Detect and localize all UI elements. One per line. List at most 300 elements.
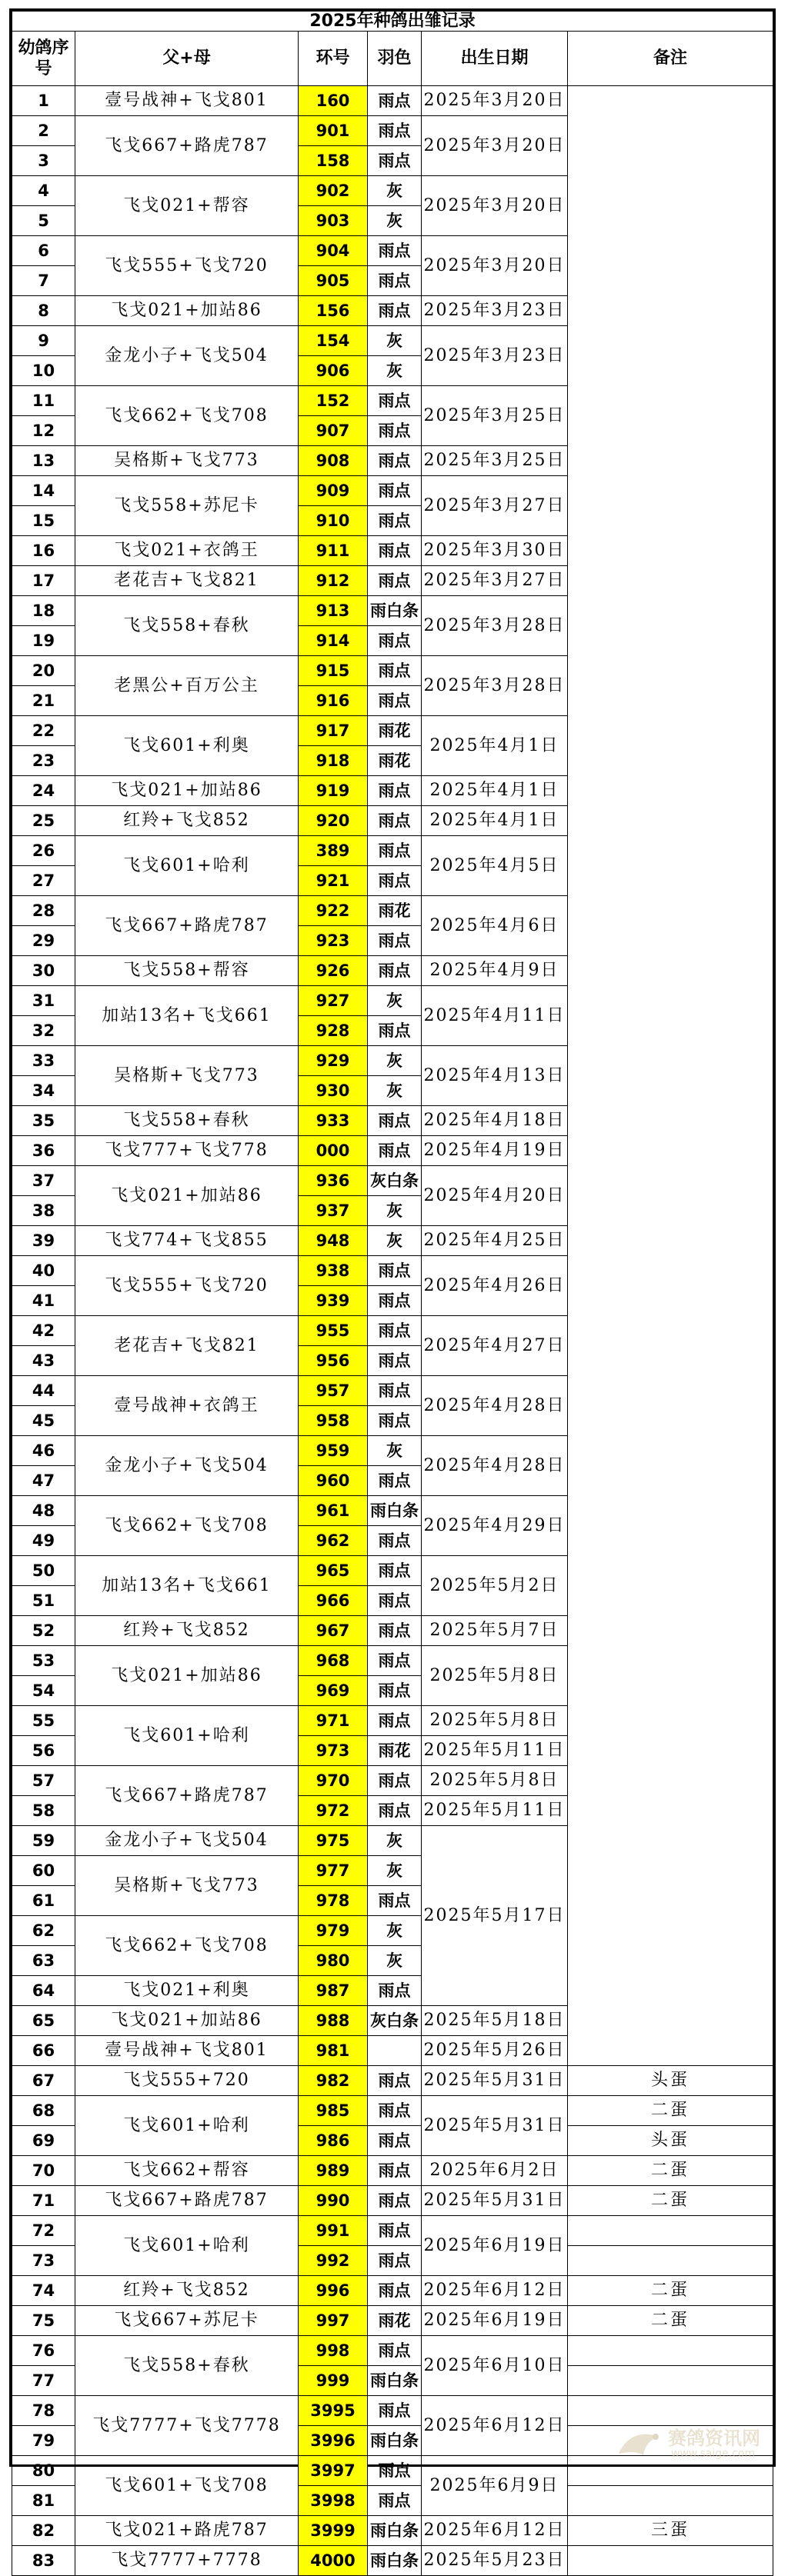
- ring-number-cell: 973: [299, 1736, 368, 1766]
- ring-number-cell: 160: [299, 86, 368, 116]
- feather-color-cell: 雨点: [368, 686, 422, 716]
- seq-cell: 71: [12, 2186, 75, 2216]
- birth-date-cell: 2025年4月1日: [422, 806, 568, 836]
- birth-date-cell: 2025年6月19日: [422, 2216, 568, 2276]
- ring-number-cell: 962: [299, 1526, 368, 1556]
- feather-color-cell: 灰白条: [368, 1166, 422, 1196]
- breeding-record-table: [12, 11, 773, 2576]
- parents-cell: 飞戈558+苏尼卡: [75, 476, 299, 536]
- birth-date-cell: 2025年3月20日: [422, 86, 568, 116]
- table-row: [12, 2216, 773, 2246]
- note-cell: 头蛋: [568, 2066, 773, 2096]
- parents-cell: 红羚+飞戈852: [75, 806, 299, 836]
- seq-cell: 38: [12, 1196, 75, 1226]
- ring-number-cell: 969: [299, 1676, 368, 1706]
- parents-cell: 飞戈021+衣鸽王: [75, 536, 299, 566]
- feather-color-cell: 雨点: [368, 1976, 422, 2006]
- ring-number-cell: 915: [299, 656, 368, 686]
- seq-cell: 76: [12, 2336, 75, 2366]
- ring-number-cell: 914: [299, 626, 368, 656]
- table-row: [12, 2396, 773, 2426]
- parents-cell: 飞戈777+飞戈778: [75, 1136, 299, 1166]
- note-cell: [568, 2396, 773, 2426]
- ring-number-cell: 927: [299, 986, 368, 1016]
- seq-cell: 4: [12, 176, 75, 206]
- ring-number-cell: 979: [299, 1916, 368, 1946]
- ring-number-cell: 903: [299, 206, 368, 236]
- ring-number-cell: 982: [299, 2066, 368, 2096]
- ring-number-cell: 972: [299, 1796, 368, 1826]
- birth-date-cell: 2025年6月9日: [422, 2456, 568, 2516]
- seq-cell: 78: [12, 2396, 75, 2426]
- birth-date-cell: 2025年5月17日: [422, 1826, 568, 2006]
- birth-date-cell: 2025年4月1日: [422, 776, 568, 806]
- feather-color-cell: 雨花: [368, 746, 422, 776]
- seq-cell: 50: [12, 1556, 75, 1586]
- note-cell: 二蛋: [568, 2096, 773, 2126]
- birth-date-cell: 2025年4月27日: [422, 1316, 568, 1376]
- parents-cell: 飞戈021+加站86: [75, 1166, 299, 1226]
- seq-cell: 10: [12, 356, 75, 386]
- feather-color-cell: 灰: [368, 1826, 422, 1856]
- ring-number-cell: 948: [299, 1226, 368, 1256]
- ring-number-cell: 930: [299, 1076, 368, 1106]
- note-cell: 二蛋: [568, 2186, 773, 2216]
- birth-date-cell: 2025年3月30日: [422, 536, 568, 566]
- feather-color-cell: 灰: [368, 326, 422, 356]
- birth-date-cell: 2025年5月31日: [422, 2066, 568, 2096]
- ring-number-cell: 970: [299, 1766, 368, 1796]
- seq-cell: 3: [12, 146, 75, 176]
- ring-number-cell: 975: [299, 1826, 368, 1856]
- ring-number-cell: 152: [299, 386, 368, 416]
- ring-number-cell: 977: [299, 1856, 368, 1886]
- feather-color-cell: 雨点: [368, 146, 422, 176]
- ring-number-cell: 920: [299, 806, 368, 836]
- feather-color-cell: 雨点: [368, 536, 422, 566]
- ring-number-cell: 926: [299, 956, 368, 986]
- seq-cell: 20: [12, 656, 75, 686]
- ring-number-cell: 913: [299, 596, 368, 626]
- seq-cell: 77: [12, 2366, 75, 2396]
- seq-cell: 30: [12, 956, 75, 986]
- parents-cell: 飞戈662+飞戈708: [75, 1916, 299, 1976]
- ring-number-cell: 938: [299, 1256, 368, 1286]
- seq-cell: 70: [12, 2156, 75, 2186]
- ring-number-cell: 992: [299, 2246, 368, 2276]
- ring-number-cell: 990: [299, 2186, 368, 2216]
- parents-cell: 飞戈662+飞戈708: [75, 1496, 299, 1556]
- seq-cell: 62: [12, 1916, 75, 1946]
- ring-number-cell: 936: [299, 1166, 368, 1196]
- birth-date-cell: 2025年3月28日: [422, 656, 568, 716]
- seq-cell: 27: [12, 866, 75, 896]
- birth-date-cell: 2025年5月18日: [422, 2006, 568, 2036]
- feather-color-cell: 雨点: [368, 2456, 422, 2486]
- birth-date-cell: 2025年3月25日: [422, 386, 568, 446]
- parents-cell: 飞戈667+路虎787: [75, 896, 299, 956]
- feather-color-cell: 雨点: [368, 1646, 422, 1676]
- birth-date-cell: 2025年4月26日: [422, 1256, 568, 1316]
- ring-number-cell: 996: [299, 2276, 368, 2306]
- feather-color-cell: 雨点: [368, 1706, 422, 1736]
- watermark-url: www.saige.com: [671, 2448, 756, 2460]
- feather-color-cell: 雨点: [368, 1616, 422, 1646]
- seq-cell: 45: [12, 1406, 75, 1436]
- seq-cell: 60: [12, 1856, 75, 1886]
- birth-date-cell: 2025年4月13日: [422, 1046, 568, 1106]
- feather-color-cell: 灰: [368, 1436, 422, 1466]
- seq-cell: 25: [12, 806, 75, 836]
- ring-number-cell: 967: [299, 1616, 368, 1646]
- birth-date-cell: 2025年6月12日: [422, 2396, 568, 2456]
- seq-cell: 6: [12, 236, 75, 266]
- parents-cell: 飞戈662+帮容: [75, 2156, 299, 2186]
- birth-date-cell: 2025年4月18日: [422, 1106, 568, 1136]
- seq-cell: 11: [12, 386, 75, 416]
- feather-color-cell: 灰: [368, 206, 422, 236]
- feather-color-cell: 灰: [368, 1946, 422, 1976]
- seq-cell: 12: [12, 416, 75, 446]
- table-body: [12, 86, 773, 2576]
- table-row: [12, 2096, 773, 2126]
- header-seq: 幼鸽序号: [12, 32, 75, 86]
- birth-date-cell: 2025年4月19日: [422, 1136, 568, 1166]
- birth-date-cell: 2025年5月11日: [422, 1736, 568, 1766]
- seq-cell: 44: [12, 1376, 75, 1406]
- feather-color-cell: 灰: [368, 1226, 422, 1256]
- feather-color-cell: 雨点: [368, 446, 422, 476]
- seq-cell: 49: [12, 1526, 75, 1556]
- ring-number-cell: 905: [299, 266, 368, 296]
- feather-color-cell: 灰: [368, 1046, 422, 1076]
- seq-cell: 46: [12, 1436, 75, 1466]
- table-row: [12, 2516, 773, 2546]
- feather-color-cell: 灰: [368, 1856, 422, 1886]
- feather-color-cell: 雨点: [368, 1466, 422, 1496]
- seq-cell: 13: [12, 446, 75, 476]
- ring-number-cell: 907: [299, 416, 368, 446]
- parents-cell: 飞戈021+加站86: [75, 2006, 299, 2036]
- feather-color-cell: 雨点: [368, 116, 422, 146]
- seq-cell: 40: [12, 1256, 75, 1286]
- table-row: [12, 86, 773, 116]
- birth-date-cell: 2025年4月1日: [422, 716, 568, 776]
- birth-date-cell: 2025年3月20日: [422, 176, 568, 236]
- birth-date-cell: 2025年5月8日: [422, 1766, 568, 1796]
- birth-date-cell: 2025年4月28日: [422, 1376, 568, 1436]
- seq-cell: 16: [12, 536, 75, 566]
- parents-cell: 飞戈601+飞戈708: [75, 2456, 299, 2516]
- feather-color-cell: 雨点: [368, 2396, 422, 2426]
- ring-number-cell: 929: [299, 1046, 368, 1076]
- birth-date-cell: 2025年5月2日: [422, 1556, 568, 1616]
- seq-cell: 51: [12, 1586, 75, 1616]
- ring-number-cell: 923: [299, 926, 368, 956]
- feather-color-cell: 雨点: [368, 1526, 422, 1556]
- header-parents: 父+母: [75, 32, 299, 86]
- parents-cell: 壹号战神+飞戈801: [75, 2036, 299, 2066]
- note-cell: [568, 2456, 773, 2486]
- seq-cell: 43: [12, 1346, 75, 1376]
- feather-color-cell: 灰: [368, 986, 422, 1016]
- seq-cell: 21: [12, 686, 75, 716]
- seq-cell: 48: [12, 1496, 75, 1526]
- birth-date-cell: 2025年5月23日: [422, 2546, 568, 2576]
- seq-cell: 2: [12, 116, 75, 146]
- ring-number-cell: 904: [299, 236, 368, 266]
- parents-cell: 飞戈601+哈利: [75, 836, 299, 896]
- seq-cell: 32: [12, 1016, 75, 1046]
- table-title: 2025年种鸽出雏记录: [12, 12, 773, 32]
- ring-number-cell: 959: [299, 1436, 368, 1466]
- birth-date-cell: 2025年4月5日: [422, 836, 568, 896]
- feather-color-cell: 雨花: [368, 716, 422, 746]
- birth-date-cell: 2025年5月31日: [422, 2186, 568, 2216]
- ring-number-cell: 989: [299, 2156, 368, 2186]
- seq-cell: 57: [12, 1766, 75, 1796]
- note-cell: [568, 2486, 773, 2516]
- birth-date-cell: 2025年6月19日: [422, 2306, 568, 2336]
- seq-cell: 15: [12, 506, 75, 536]
- parents-cell: 飞戈662+飞戈708: [75, 386, 299, 446]
- feather-color-cell: 灰: [368, 1076, 422, 1106]
- note-cell: 二蛋: [568, 2276, 773, 2306]
- seq-cell: 37: [12, 1166, 75, 1196]
- feather-color-cell: 雨点: [368, 956, 422, 986]
- feather-color-cell: 雨点: [368, 656, 422, 686]
- feather-color-cell: 雨点: [368, 2336, 422, 2366]
- ring-number-cell: 966: [299, 1586, 368, 1616]
- ring-number-cell: 389: [299, 836, 368, 866]
- ring-number-cell: 971: [299, 1706, 368, 1736]
- seq-cell: 5: [12, 206, 75, 236]
- seq-cell: 39: [12, 1226, 75, 1256]
- seq-cell: 79: [12, 2426, 75, 2456]
- parents-cell: 飞戈774+飞戈855: [75, 1226, 299, 1256]
- seq-cell: 41: [12, 1286, 75, 1316]
- birth-date-cell: 2025年4月6日: [422, 896, 568, 956]
- parents-cell: 飞戈558+春秋: [75, 1106, 299, 1136]
- seq-cell: 63: [12, 1946, 75, 1976]
- feather-color-cell: 雨白条: [368, 1496, 422, 1526]
- ring-number-cell: 910: [299, 506, 368, 536]
- ring-number-cell: 156: [299, 296, 368, 326]
- ring-number-cell: 985: [299, 2096, 368, 2126]
- feather-color-cell: 雨点: [368, 416, 422, 446]
- birth-date-cell: 2025年5月7日: [422, 1616, 568, 1646]
- ring-number-cell: 3995: [299, 2396, 368, 2426]
- note-cell: [568, 2366, 773, 2396]
- parents-cell: 老花吉+飞戈821: [75, 566, 299, 596]
- parents-cell: 飞戈021+路虎787: [75, 2516, 299, 2546]
- ring-number-cell: 3996: [299, 2426, 368, 2456]
- ring-number-cell: 956: [299, 1346, 368, 1376]
- parents-cell: 飞戈7777+7778: [75, 2546, 299, 2576]
- feather-color-cell: 灰: [368, 176, 422, 206]
- seq-cell: 34: [12, 1076, 75, 1106]
- parents-cell: 飞戈558+春秋: [75, 2336, 299, 2396]
- feather-color-cell: 灰: [368, 1916, 422, 1946]
- parents-cell: 壹号战神+飞戈801: [75, 86, 299, 116]
- seq-cell: 42: [12, 1316, 75, 1346]
- ring-number-cell: 918: [299, 746, 368, 776]
- seq-cell: 82: [12, 2516, 75, 2546]
- parents-cell: 飞戈601+利奥: [75, 716, 299, 776]
- ring-number-cell: 000: [299, 1136, 368, 1166]
- feather-color-cell: 雨点: [368, 1676, 422, 1706]
- feather-color-cell: 雨点: [368, 1016, 422, 1046]
- seq-cell: 9: [12, 326, 75, 356]
- feather-color-cell: [368, 2036, 422, 2066]
- feather-color-cell: 雨点: [368, 626, 422, 656]
- ring-number-cell: 933: [299, 1106, 368, 1136]
- seq-cell: 69: [12, 2126, 75, 2156]
- breeding-record-sheet: [9, 8, 776, 2570]
- parents-cell: 飞戈7777+飞戈7778: [75, 2396, 299, 2456]
- seq-cell: 61: [12, 1886, 75, 1916]
- feather-color-cell: 雨点: [368, 506, 422, 536]
- ring-number-cell: 978: [299, 1886, 368, 1916]
- feather-color-cell: 雨点: [368, 2186, 422, 2216]
- feather-color-cell: 雨白条: [368, 2366, 422, 2396]
- parents-cell: 飞戈667+苏尼卡: [75, 2306, 299, 2336]
- feather-color-cell: 雨点: [368, 1316, 422, 1346]
- table-row: [12, 2186, 773, 2216]
- parents-cell: 飞戈021+利奥: [75, 1976, 299, 2006]
- table-row: [12, 2546, 773, 2576]
- ring-number-cell: 906: [299, 356, 368, 386]
- ring-number-cell: 158: [299, 146, 368, 176]
- seq-cell: 23: [12, 746, 75, 776]
- watermark-name: 赛鸽资讯网: [668, 2428, 760, 2449]
- seq-cell: 59: [12, 1826, 75, 1856]
- birth-date-cell: 2025年4月11日: [422, 986, 568, 1046]
- birth-date-cell: 2025年5月26日: [422, 2036, 568, 2066]
- seq-cell: 81: [12, 2486, 75, 2516]
- feather-color-cell: 雨点: [368, 2216, 422, 2246]
- seq-cell: 64: [12, 1976, 75, 2006]
- parents-cell: 飞戈601+哈利: [75, 2216, 299, 2276]
- feather-color-cell: 雨点: [368, 266, 422, 296]
- table-row: [12, 2336, 773, 2366]
- birth-date-cell: 2025年4月9日: [422, 956, 568, 986]
- seq-cell: 14: [12, 476, 75, 506]
- feather-color-cell: 雨点: [368, 476, 422, 506]
- ring-number-cell: 917: [299, 716, 368, 746]
- ring-number-cell: 999: [299, 2366, 368, 2396]
- seq-cell: 68: [12, 2096, 75, 2126]
- ring-number-cell: 908: [299, 446, 368, 476]
- feather-color-cell: 雨点: [368, 1406, 422, 1436]
- ring-number-cell: 980: [299, 1946, 368, 1976]
- parents-cell: 飞戈555+720: [75, 2066, 299, 2096]
- seq-cell: 55: [12, 1706, 75, 1736]
- birth-date-cell: 2025年3月28日: [422, 596, 568, 656]
- note-cell: [568, 2546, 773, 2576]
- seq-cell: 75: [12, 2306, 75, 2336]
- ring-number-cell: 960: [299, 1466, 368, 1496]
- ring-number-cell: 921: [299, 866, 368, 896]
- ring-number-cell: 968: [299, 1646, 368, 1676]
- seq-cell: 29: [12, 926, 75, 956]
- feather-color-cell: 雨点: [368, 2276, 422, 2306]
- ring-number-cell: 987: [299, 1976, 368, 2006]
- seq-cell: 80: [12, 2456, 75, 2486]
- header-ring: 环号: [299, 32, 368, 86]
- feather-color-cell: 雨花: [368, 2306, 422, 2336]
- ring-number-cell: 912: [299, 566, 368, 596]
- parents-cell: 金龙小子+飞戈504: [75, 326, 299, 386]
- ring-number-cell: 988: [299, 2006, 368, 2036]
- birth-date-cell: 2025年4月28日: [422, 1436, 568, 1496]
- note-cell: [568, 2246, 773, 2276]
- note-cell: [568, 2216, 773, 2246]
- ring-number-cell: 3999: [299, 2516, 368, 2546]
- birth-date-cell: 2025年3月27日: [422, 476, 568, 536]
- feather-color-cell: 雨点: [368, 2156, 422, 2186]
- seq-cell: 28: [12, 896, 75, 926]
- seq-cell: 8: [12, 296, 75, 326]
- birth-date-cell: 2025年5月31日: [422, 2096, 568, 2156]
- seq-cell: 65: [12, 2006, 75, 2036]
- seq-cell: 47: [12, 1466, 75, 1496]
- ring-number-cell: 911: [299, 536, 368, 566]
- birth-date-cell: 2025年3月20日: [422, 116, 568, 176]
- feather-color-cell: 雨点: [368, 926, 422, 956]
- note-cell: 二蛋: [568, 2306, 773, 2336]
- feather-color-cell: 雨点: [368, 2066, 422, 2096]
- seq-cell: 53: [12, 1646, 75, 1676]
- table-row: [12, 2306, 773, 2336]
- parents-cell: 飞戈558+帮容: [75, 956, 299, 986]
- ring-number-cell: 922: [299, 896, 368, 926]
- note-cell: [568, 86, 773, 2066]
- seq-cell: 52: [12, 1616, 75, 1646]
- ring-number-cell: 3997: [299, 2456, 368, 2486]
- ring-number-cell: 939: [299, 1286, 368, 1316]
- note-cell: 二蛋: [568, 2156, 773, 2186]
- seq-cell: 19: [12, 626, 75, 656]
- seq-cell: 17: [12, 566, 75, 596]
- parents-cell: 老黑公+百万公主: [75, 656, 299, 716]
- ring-number-cell: 998: [299, 2336, 368, 2366]
- parents-cell: 飞戈021+帮容: [75, 176, 299, 236]
- seq-cell: 35: [12, 1106, 75, 1136]
- birth-date-cell: 2025年6月2日: [422, 2156, 568, 2186]
- seq-cell: 1: [12, 86, 75, 116]
- feather-color-cell: 雨点: [368, 1136, 422, 1166]
- seq-cell: 18: [12, 596, 75, 626]
- ring-number-cell: 957: [299, 1376, 368, 1406]
- feather-color-cell: 灰: [368, 1196, 422, 1226]
- seq-cell: 58: [12, 1796, 75, 1826]
- seq-cell: 66: [12, 2036, 75, 2066]
- birth-date-cell: 2025年3月27日: [422, 566, 568, 596]
- feather-color-cell: 雨点: [368, 1346, 422, 1376]
- feather-color-cell: 雨点: [368, 1106, 422, 1136]
- seq-cell: 31: [12, 986, 75, 1016]
- feather-color-cell: 雨点: [368, 836, 422, 866]
- parents-cell: 飞戈667+路虎787: [75, 116, 299, 176]
- parents-cell: 加站13名+飞戈661: [75, 986, 299, 1046]
- parents-cell: 老花吉+飞戈821: [75, 1316, 299, 1376]
- birth-date-cell: 2025年4月25日: [422, 1226, 568, 1256]
- feather-color-cell: 雨点: [368, 1256, 422, 1286]
- parents-cell: 加站13名+飞戈661: [75, 1556, 299, 1616]
- birth-date-cell: 2025年3月20日: [422, 236, 568, 296]
- birth-date-cell: 2025年4月29日: [422, 1496, 568, 1556]
